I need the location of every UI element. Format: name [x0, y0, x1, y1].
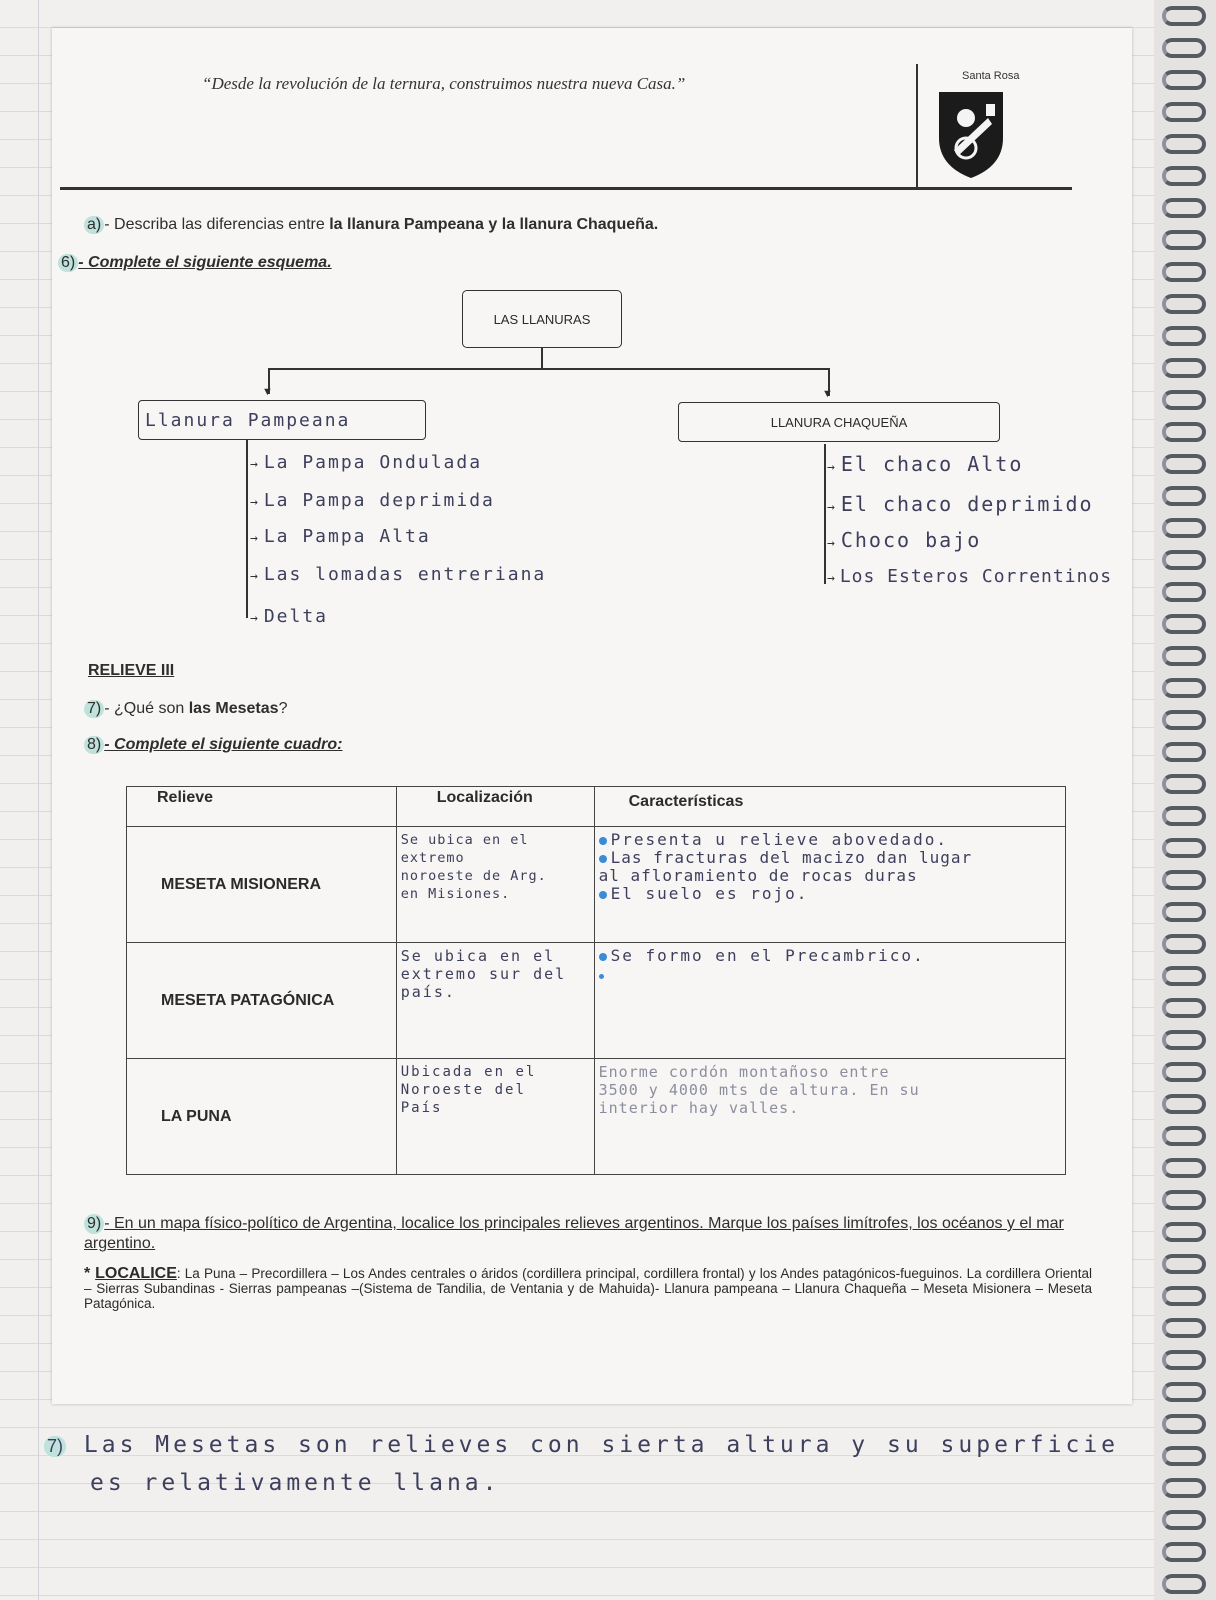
table-row [127, 827, 1066, 943]
spiral-ring [1162, 1478, 1206, 1498]
spiral-ring [1162, 1094, 1206, 1114]
spiral-ring [1162, 38, 1206, 58]
spiral-ring [1162, 262, 1206, 282]
spiral-ring [1162, 1574, 1206, 1594]
table-cell-relieve: MESETA MISIONERA [127, 827, 397, 943]
list-item: → La Pampa Alta [250, 526, 431, 547]
spiral-ring [1162, 838, 1206, 858]
diagram-left-stem [246, 440, 248, 618]
list-item: → Choco bajo [827, 528, 982, 552]
diagram-connector [268, 368, 828, 370]
bullet-icon [599, 974, 604, 979]
spiral-ring [1162, 1510, 1206, 1530]
spiral-ring [1162, 966, 1206, 986]
table-header-row [127, 787, 1066, 827]
question-8-number: 8) [84, 736, 104, 754]
list-item: → El chaco deprimido [827, 492, 1094, 516]
table-cell-localizacion: Se ubica en el extremo sur del país. [396, 943, 594, 1059]
header-divider [916, 64, 918, 188]
table-cell-localizacion: Se ubica en el extremo noroeste de Arg. en Misiones. [396, 827, 594, 943]
spiral-ring [1162, 902, 1206, 922]
bullet-icon [599, 837, 607, 845]
spiral-ring [1162, 1286, 1206, 1306]
school-name: Santa Rosa [962, 70, 1020, 82]
table-cell-caracteristicas: Enorme cordón montañoso entre 3500 y 4000 mts de altura. En su interior hay valles. [594, 1059, 1065, 1175]
spiral-ring [1162, 1190, 1206, 1210]
table-header: Relieve [127, 787, 397, 827]
arrow-down-icon: ▼ [822, 388, 833, 400]
spiral-ring [1162, 70, 1206, 90]
answer-7-line-1: 7) Las Mesetas son relieves con sierta altura y su superficie [44, 1432, 1119, 1458]
spiral-ring [1162, 1350, 1206, 1370]
list-item: → Delta [250, 606, 329, 627]
table-cell-caracteristicas: Presenta u relieve abovedado. Las fracturas del macizo dan lugar al afloramiento de rocas duras El suelo es rojo. [594, 827, 1065, 943]
question-8-text: - Complete el siguiente cuadro: [104, 736, 343, 753]
spiral-ring [1162, 1254, 1206, 1274]
spiral-ring [1162, 422, 1206, 442]
localice-instructions: * LOCALICE: La Puna – Precordillera – Los Andes centrales o áridos (cordillera principal, cordillera frontal) y los Andes patagónicos-fueguinos. La cordillera Oriental – Sierras Subandinas - Sierras pampeanas –(Sistema de Tandilia, de Ventania y de Mahuida)- Llanura pampeana – Llanura Chaqueña – Meseta Misionera – Meseta Patagónica. [84, 1265, 1093, 1311]
spiral-ring [1162, 102, 1206, 122]
diagram-root: LAS LLANURAS [462, 290, 622, 348]
diagram-right-stem [824, 444, 826, 584]
question-6 [58, 254, 332, 272]
spiral-ring [1162, 934, 1206, 954]
bullet-icon [599, 953, 607, 961]
question-a-number: a) [84, 216, 104, 234]
spiral-ring [1162, 614, 1206, 634]
answer-7-line-2: es relativamente llana. [90, 1470, 501, 1496]
localice-text: : La Puna – Precordillera – Los Andes centrales o áridos (cordillera principal, cordillera frontal) y los Andes patagónicos-fueguinos. La cordillera Oriental – Sierras Subandinas - Sierras pampeanas –(Sistema de Tandilia, de Ventania y de Mahuida)- Llanura pampeana – Llanura Chaqueña – Meseta Misionera – Meseta Patagónica. [84, 1266, 1093, 1311]
spiral-ring [1162, 1318, 1206, 1338]
spiral-binding [1154, 0, 1216, 1600]
bullet-icon [599, 855, 607, 863]
question-7-number: 7) [84, 700, 104, 718]
spiral-ring [1162, 678, 1206, 698]
spiral-ring [1162, 166, 1206, 186]
arrow-down-icon: ▼ [262, 386, 273, 398]
list-item: → La Pampa Ondulada [250, 452, 483, 473]
spiral-ring [1162, 6, 1206, 26]
spiral-ring [1162, 1446, 1206, 1466]
spiral-ring [1162, 230, 1206, 250]
table-header: Localización [396, 787, 594, 827]
spiral-ring [1162, 454, 1206, 474]
table-header: Características [594, 787, 1065, 827]
table-row [127, 1059, 1066, 1175]
spiral-ring [1162, 710, 1206, 730]
spiral-ring [1162, 486, 1206, 506]
spiral-ring [1162, 294, 1206, 314]
list-item: → El chaco Alto [827, 452, 1024, 476]
spiral-ring [1162, 134, 1206, 154]
answer-7-number: 7) [44, 1436, 66, 1457]
question-7-text: - ¿Qué son [104, 700, 189, 717]
school-shield-icon [936, 88, 1006, 180]
question-7 [84, 700, 287, 718]
question-7-bold: las Mesetas [188, 700, 279, 717]
list-item: → La Pampa deprimida [250, 490, 495, 511]
spiral-ring [1162, 998, 1206, 1018]
spiral-ring [1162, 550, 1206, 570]
spiral-ring [1162, 774, 1206, 794]
spiral-ring [1162, 742, 1206, 762]
question-6-text: - Complete el siguiente esquema. [78, 254, 332, 271]
spiral-ring [1162, 870, 1206, 890]
spiral-ring [1162, 1158, 1206, 1178]
spiral-ring [1162, 198, 1206, 218]
spiral-ring [1162, 1414, 1206, 1434]
question-6-number: 6) [58, 254, 78, 272]
table-cell-relieve: MESETA PATAGÓNICA [127, 943, 397, 1059]
spiral-ring [1162, 1222, 1206, 1242]
spiral-ring [1162, 1030, 1206, 1050]
table-cell-relieve: LA PUNA [127, 1059, 397, 1175]
question-a-text: - Describa las diferencias entre [104, 216, 330, 233]
spiral-ring [1162, 1126, 1206, 1146]
diagram-left-title: Llanura Pampeana [138, 400, 426, 440]
question-7-suffix: ? [278, 700, 288, 717]
list-item: → Los Esteros Correntinos [827, 566, 1113, 587]
table-cell-localizacion: Ubicada en el Noroeste del País [396, 1059, 594, 1175]
spiral-ring [1162, 1542, 1206, 1562]
bullet-icon [599, 891, 607, 899]
question-a [84, 216, 658, 234]
spiral-ring [1162, 518, 1206, 538]
spiral-ring [1162, 326, 1206, 346]
question-a-bold: la llanura Pampeana y la llanura Chaqueña. [329, 216, 659, 233]
diagram-connector [541, 348, 543, 368]
question-9 [84, 1214, 1094, 1254]
localice-label: LOCALICE [95, 1265, 177, 1282]
section-title: RELIEVE III [88, 662, 175, 679]
worksheet [52, 28, 1132, 1404]
question-9-number: 9) [84, 1214, 104, 1234]
header-motto: “Desde la revolución de la ternura, construimos nuestra nueva Casa.” [202, 74, 686, 93]
table-row [127, 943, 1066, 1059]
spiral-ring [1162, 806, 1206, 826]
relief-table [126, 786, 1066, 1175]
spiral-ring [1162, 582, 1206, 602]
spiral-ring [1162, 390, 1206, 410]
notebook-margin-line [38, 0, 39, 1600]
list-item: → Las lomadas entreriana [250, 564, 547, 585]
spiral-ring [1162, 1062, 1206, 1082]
question-9-text: - En un mapa físico-político de Argentina, localice los principales relieves argentinos. Marque los países limítrofes, los océanos y el mar argentino. [84, 1215, 1064, 1252]
question-8 [84, 736, 343, 754]
table-cell-caracteristicas: Se formo en el Precambrico. [594, 943, 1065, 1059]
spiral-ring [1162, 358, 1206, 378]
diagram-right-title: LLANURA CHAQUEÑA [678, 402, 1000, 442]
spiral-ring [1162, 1382, 1206, 1402]
header-rule [60, 187, 1072, 190]
spiral-ring [1162, 646, 1206, 666]
